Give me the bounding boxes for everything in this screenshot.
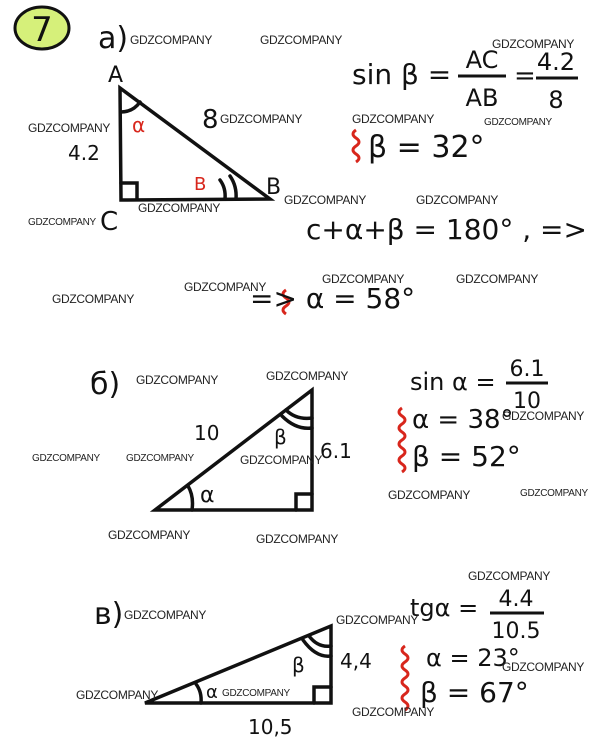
watermark-text: GDZCOMPANY xyxy=(284,193,367,207)
watermark-text: GDZCOMPANY xyxy=(126,453,194,464)
formula-sin-b-lhs: sin α = xyxy=(410,368,496,396)
watermark-text: GDZCOMPANY xyxy=(388,488,471,502)
watermark-text: GDZCOMPANY xyxy=(32,453,100,464)
angle-sum-equation: c+α+β = 180° , => xyxy=(306,213,587,246)
fraction1-denominator: AB xyxy=(465,84,499,112)
fraction2-denominator: 8 xyxy=(548,86,564,114)
beta-result-c: β = 67° xyxy=(420,676,529,709)
fraction-b-numerator: 6.1 xyxy=(509,357,545,382)
formula-sin-a xyxy=(352,46,578,114)
alpha-result-b: α = 38° xyxy=(412,405,514,435)
side-base-label: 10,5 xyxy=(248,715,293,739)
red-wave-mark xyxy=(399,408,405,472)
alpha-result-c: α = 23° xyxy=(426,644,520,672)
watermark-text: GDZCOMPANY xyxy=(456,272,539,286)
triangle-b xyxy=(155,390,312,510)
problem-number-badge xyxy=(15,7,69,50)
watermark-text: GDZCOMPANY xyxy=(492,37,575,51)
watermark-text: GDZCOMPANY xyxy=(240,453,323,467)
watermark-text: GDZCOMPANY xyxy=(76,688,159,702)
watermark-text: GDZCOMPANY xyxy=(416,193,499,207)
watermark-text: GDZCOMPANY xyxy=(28,217,96,228)
red-wave-mark xyxy=(402,646,408,710)
vertex-b-label: B xyxy=(266,175,282,200)
side-ab-label: 8 xyxy=(202,105,219,135)
watermark-text: GDZCOMPANY xyxy=(520,488,588,499)
part-b-label: б) xyxy=(90,367,121,402)
svg-text:=: = xyxy=(514,61,536,91)
beta-result-a: β = 32° xyxy=(368,130,485,165)
watermark-text: GDZCOMPANY xyxy=(256,532,339,546)
angle-beta-label-b: β xyxy=(274,425,287,449)
side-ac-label: 4.2 xyxy=(68,141,100,165)
watermark-text: GDZCOMPANY xyxy=(184,280,267,294)
fraction2-numerator: 4.2 xyxy=(536,48,576,76)
angle-alpha-label: α xyxy=(132,113,146,137)
alpha-result-a: => α = 58° xyxy=(250,282,416,315)
watermark-text: GDZCOMPANY xyxy=(138,201,221,215)
formula-tg-lhs: tgα = xyxy=(410,594,479,622)
watermark-text: GDZCOMPANY xyxy=(108,528,191,542)
watermark-text: GDZCOMPANY xyxy=(52,292,135,306)
beta-result-b: β = 52° xyxy=(412,440,521,473)
angle-alpha-label-b: α xyxy=(200,483,215,508)
angle-beta-label: B xyxy=(194,174,207,195)
side-hyp-label: 10 xyxy=(194,421,220,445)
side-vert-label: 4,4 xyxy=(340,649,372,673)
watermark-text: GDZCOMPANY xyxy=(136,373,219,387)
fraction-c-denominator: 10.5 xyxy=(491,619,541,644)
watermark-text: GDZCOMPANY xyxy=(124,608,207,622)
formula-sin-lhs: sin β = xyxy=(352,58,452,91)
formula-tg-c xyxy=(410,587,544,644)
part-c-label: в) xyxy=(94,597,124,632)
watermark-text: GDZCOMPANY xyxy=(222,688,290,699)
part-a-label: a) xyxy=(98,21,129,56)
watermark-text: GDZCOMPANY xyxy=(352,705,435,719)
watermark-text: GDZCOMPANY xyxy=(220,112,303,126)
fraction-c-numerator: 4.4 xyxy=(498,587,534,612)
watermark-text: GDZCOMPANY xyxy=(322,272,405,286)
watermark-text: GDZCOMPANY xyxy=(130,33,213,47)
vertex-a-label: A xyxy=(108,63,124,88)
fraction1-numerator: AC xyxy=(465,46,499,74)
watermark-text: GDZCOMPANY xyxy=(352,112,435,126)
watermark-text: GDZCOMPANY xyxy=(468,569,551,583)
angle-alpha-label-c: α xyxy=(206,682,218,703)
watermark-text: GDZCOMPANY xyxy=(502,409,585,423)
watermark-text: GDZCOMPANY xyxy=(484,117,552,128)
watermark-text: GDZCOMPANY xyxy=(260,33,343,47)
angle-beta-label-c: β xyxy=(292,653,305,677)
watermark-text: GDZCOMPANY xyxy=(266,369,349,383)
problem-number: 7 xyxy=(31,10,53,50)
watermark-text: GDZCOMPANY xyxy=(28,121,111,135)
watermark-text: GDZCOMPANY xyxy=(336,613,419,627)
fraction-b-denominator: 10 xyxy=(513,389,541,414)
vertex-c-label: C xyxy=(100,207,119,237)
watermark-text: GDZCOMPANY xyxy=(502,660,585,674)
side-opp-label: 6.1 xyxy=(320,439,352,463)
red-wave-mark xyxy=(353,130,359,162)
